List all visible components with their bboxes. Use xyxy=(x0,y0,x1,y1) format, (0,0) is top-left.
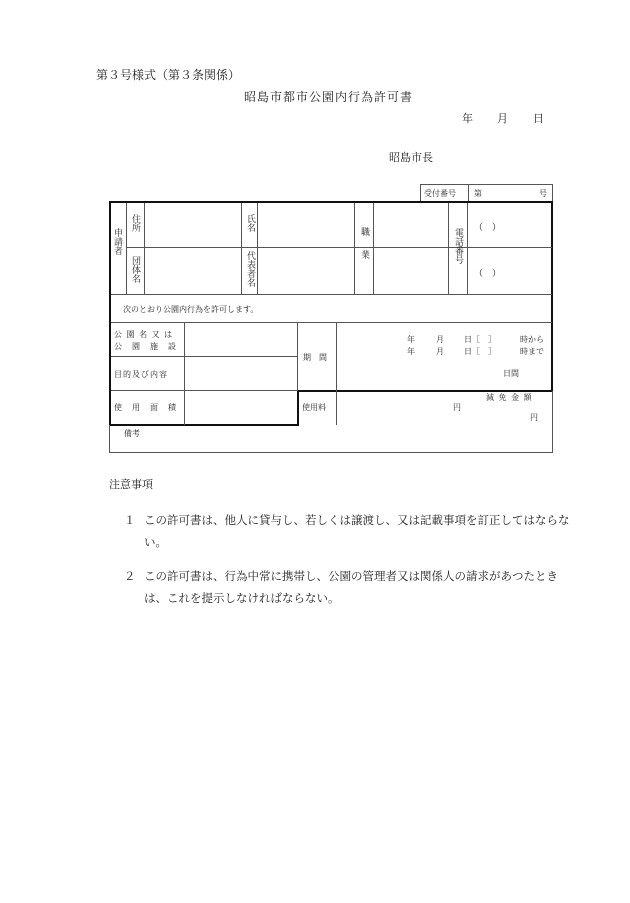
document-title: 昭島市都市公園内行為許可書 xyxy=(244,90,414,104)
issuer-name: 昭島市長 xyxy=(389,151,433,164)
period-start-year: 年 xyxy=(407,335,415,344)
group-name-label: 団体名 xyxy=(130,256,140,283)
period-end-year: 年 xyxy=(407,347,415,356)
name-field[interactable] xyxy=(258,204,353,246)
remarks-label: 備考 xyxy=(124,429,140,438)
receipt-go: 号 xyxy=(539,189,547,198)
date-day: 日 xyxy=(533,112,544,125)
period-end-suffix: 時まで xyxy=(520,347,544,356)
representative-label: 代表者名 xyxy=(245,251,255,287)
phone-label: 電話番号 xyxy=(453,228,463,264)
exemption-amount-yen: 円 xyxy=(530,413,538,422)
representative-field[interactable] xyxy=(258,248,353,294)
address-field[interactable] xyxy=(145,204,240,246)
period-start-month: 月 xyxy=(436,335,444,344)
exemption-amount-label: 減 免 金 額 xyxy=(486,393,533,402)
notes-heading: 注意事項 xyxy=(109,478,153,491)
usage-area-label: 使 用 面 積 xyxy=(114,403,177,412)
period-label: 期 間 xyxy=(303,353,327,362)
period-end-month: 月 xyxy=(436,347,444,356)
phone-paren-2: （ ） xyxy=(474,269,502,279)
period-end-day: 日［ ］ xyxy=(464,347,496,356)
period-start-suffix: 時から xyxy=(520,335,544,344)
receipt-dai: 第 xyxy=(474,189,482,198)
applicant-label: 申請者 xyxy=(112,228,122,255)
date-month: 月 xyxy=(497,112,508,125)
park-name-label-line2: 公 園 施 設 xyxy=(114,342,177,351)
form-number-label: 第３号様式（第３条関係） xyxy=(96,68,241,82)
usage-fee-yen: 円 xyxy=(453,403,461,412)
park-name-label-line1: 公 園 名 又 は xyxy=(114,330,174,339)
usage-fee-label: 使用料 xyxy=(302,403,326,412)
period-start-day: 日［ ］ xyxy=(464,335,496,344)
period-days-label: 日間 xyxy=(503,369,519,378)
permit-statement: 次のとおり公園内行為を許可します。 xyxy=(123,305,259,314)
occupation-field[interactable] xyxy=(374,204,447,294)
note-item xyxy=(124,565,574,609)
group-name-field[interactable] xyxy=(145,248,240,294)
note-number: １ xyxy=(124,513,136,527)
phone-paren-1: （ ） xyxy=(474,223,502,233)
note-text: この許可書は、行為中常に携帯し、公園の管理者又は関係人の請求があつたときは、これを提示しなければならない。 xyxy=(144,569,558,605)
note-number: ２ xyxy=(124,569,136,583)
date-year: 年 xyxy=(462,112,473,125)
occupation-label: 職業 xyxy=(359,227,369,273)
name-label: 氏名 xyxy=(245,214,255,232)
note-text: この許可書は、他人に貸与し、若しくは譲渡し、又は記載事項を訂正してはならない。 xyxy=(144,513,570,549)
purpose-label: 目的及び内容 xyxy=(114,370,168,379)
address-label: 住所 xyxy=(130,214,140,232)
receipt-number-label: 受付番号 xyxy=(424,189,456,198)
note-item xyxy=(124,509,574,553)
